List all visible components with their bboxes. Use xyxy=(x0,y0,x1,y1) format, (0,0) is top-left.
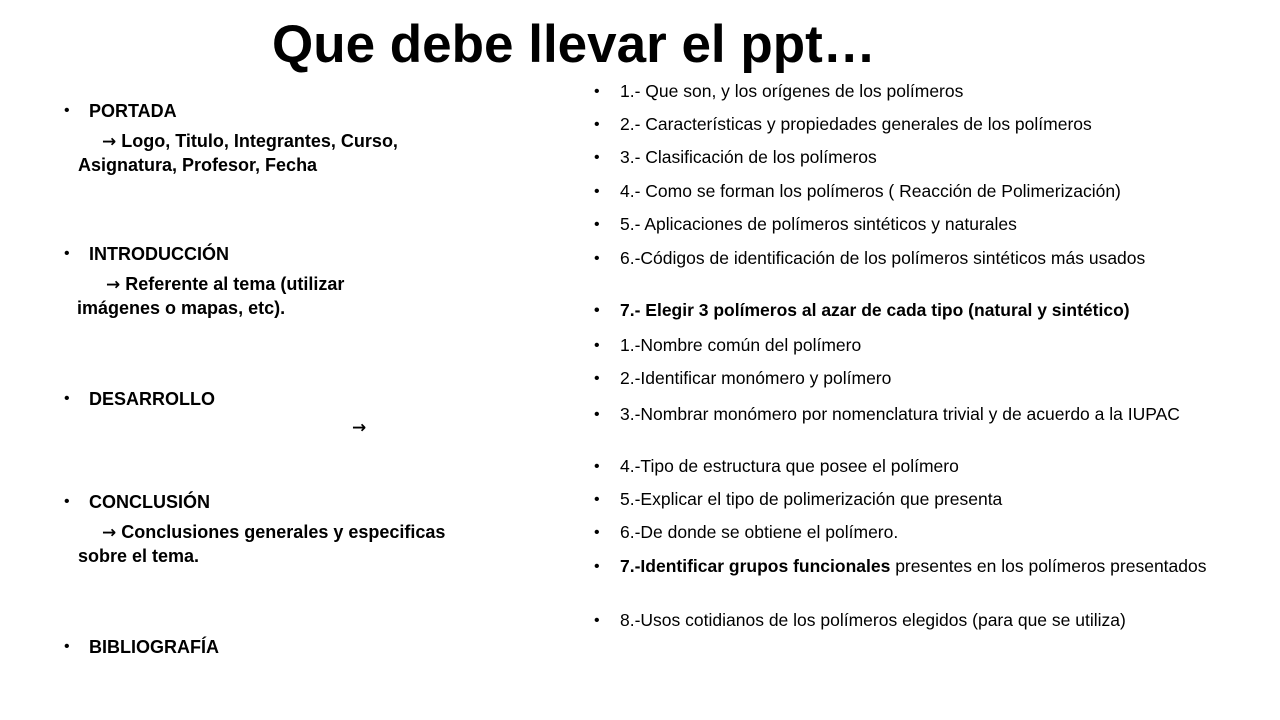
list-item: • 2.- Características y propiedades generales de los polímeros xyxy=(594,116,1239,133)
arrow-right-icon: → xyxy=(102,132,117,152)
list-item: • 4.-Tipo de estructura que posee el polímero xyxy=(594,458,1239,475)
arrow-right-icon: → xyxy=(106,275,121,295)
section-detail xyxy=(64,273,534,320)
list-item: • 1.-Nombre común del polímero xyxy=(594,337,1239,354)
section-heading: • INTRODUCCIÓN xyxy=(64,243,534,265)
arrow-right-icon: → xyxy=(352,418,367,438)
list-item: • 3.-Nombrar monómero por nomenclatura trivial y de acuerdo a la IUPAC xyxy=(594,406,1239,423)
list-item: • 8.-Usos cotidianos de los polímeros elegidos (para que se utiliza) xyxy=(594,612,1239,629)
list-item-bold: • 7.- Elegir 3 polímeros al azar de cada tipo (natural y sintético) xyxy=(594,302,1239,319)
list-item: • 1.- Que son, y los orígenes de los polímeros xyxy=(594,83,1239,100)
section-portada xyxy=(64,100,534,177)
plain-fragment: presentes en los polímeros presentados xyxy=(890,556,1207,576)
section-introduccion xyxy=(64,243,534,320)
list-item: • 2.-Identificar monómero y polímero xyxy=(594,370,1239,387)
list-item: • 3.- Clasificación de los polímeros xyxy=(594,149,1239,166)
section-heading: • DESARROLLO xyxy=(64,388,534,410)
list-item: • 4.- Como se forman los polímeros ( Reacción de Polimerización) xyxy=(594,183,1239,200)
list-item: • 6.-De donde se obtiene el polímero. xyxy=(594,524,1239,541)
section-conclusion xyxy=(64,491,534,568)
section-detail xyxy=(64,521,534,568)
detail-line-2: Asignatura, Profesor, Fecha xyxy=(78,155,318,175)
section-heading: • PORTADA xyxy=(64,100,534,122)
arrow-right-icon: → xyxy=(102,523,117,543)
list-item xyxy=(594,558,1239,575)
list-item: • 6.-Códigos de identificación de los polímeros sintéticos más usados xyxy=(594,250,1239,267)
list-item: • 5.- Aplicaciones de polímeros sintéticos y naturales xyxy=(594,216,1239,233)
slide-title: Que debe llevar el ppt… xyxy=(272,15,876,74)
detail-line-1: Referente al tema (utilizar xyxy=(125,274,345,294)
section-detail xyxy=(64,130,534,177)
detail-line-2: sobre el tema. xyxy=(78,546,200,566)
section-heading: • CONCLUSIÓN xyxy=(64,491,534,513)
list-item: • 5.-Explicar el tipo de polimerización que presenta xyxy=(594,491,1239,508)
detail-line-1: Logo, Titulo, Integrantes, Curso, xyxy=(121,131,398,151)
section-detail xyxy=(64,416,534,440)
section-bibliografia xyxy=(64,636,534,658)
section-heading: • BIBLIOGRAFÍA xyxy=(64,636,534,658)
bold-fragment: 7.-Identificar grupos funcionales xyxy=(620,556,891,576)
section-desarrollo xyxy=(64,388,534,440)
detail-line-2: imágenes o mapas, etc). xyxy=(77,298,286,318)
detail-line-1: Conclusiones generales y especificas xyxy=(121,522,446,542)
